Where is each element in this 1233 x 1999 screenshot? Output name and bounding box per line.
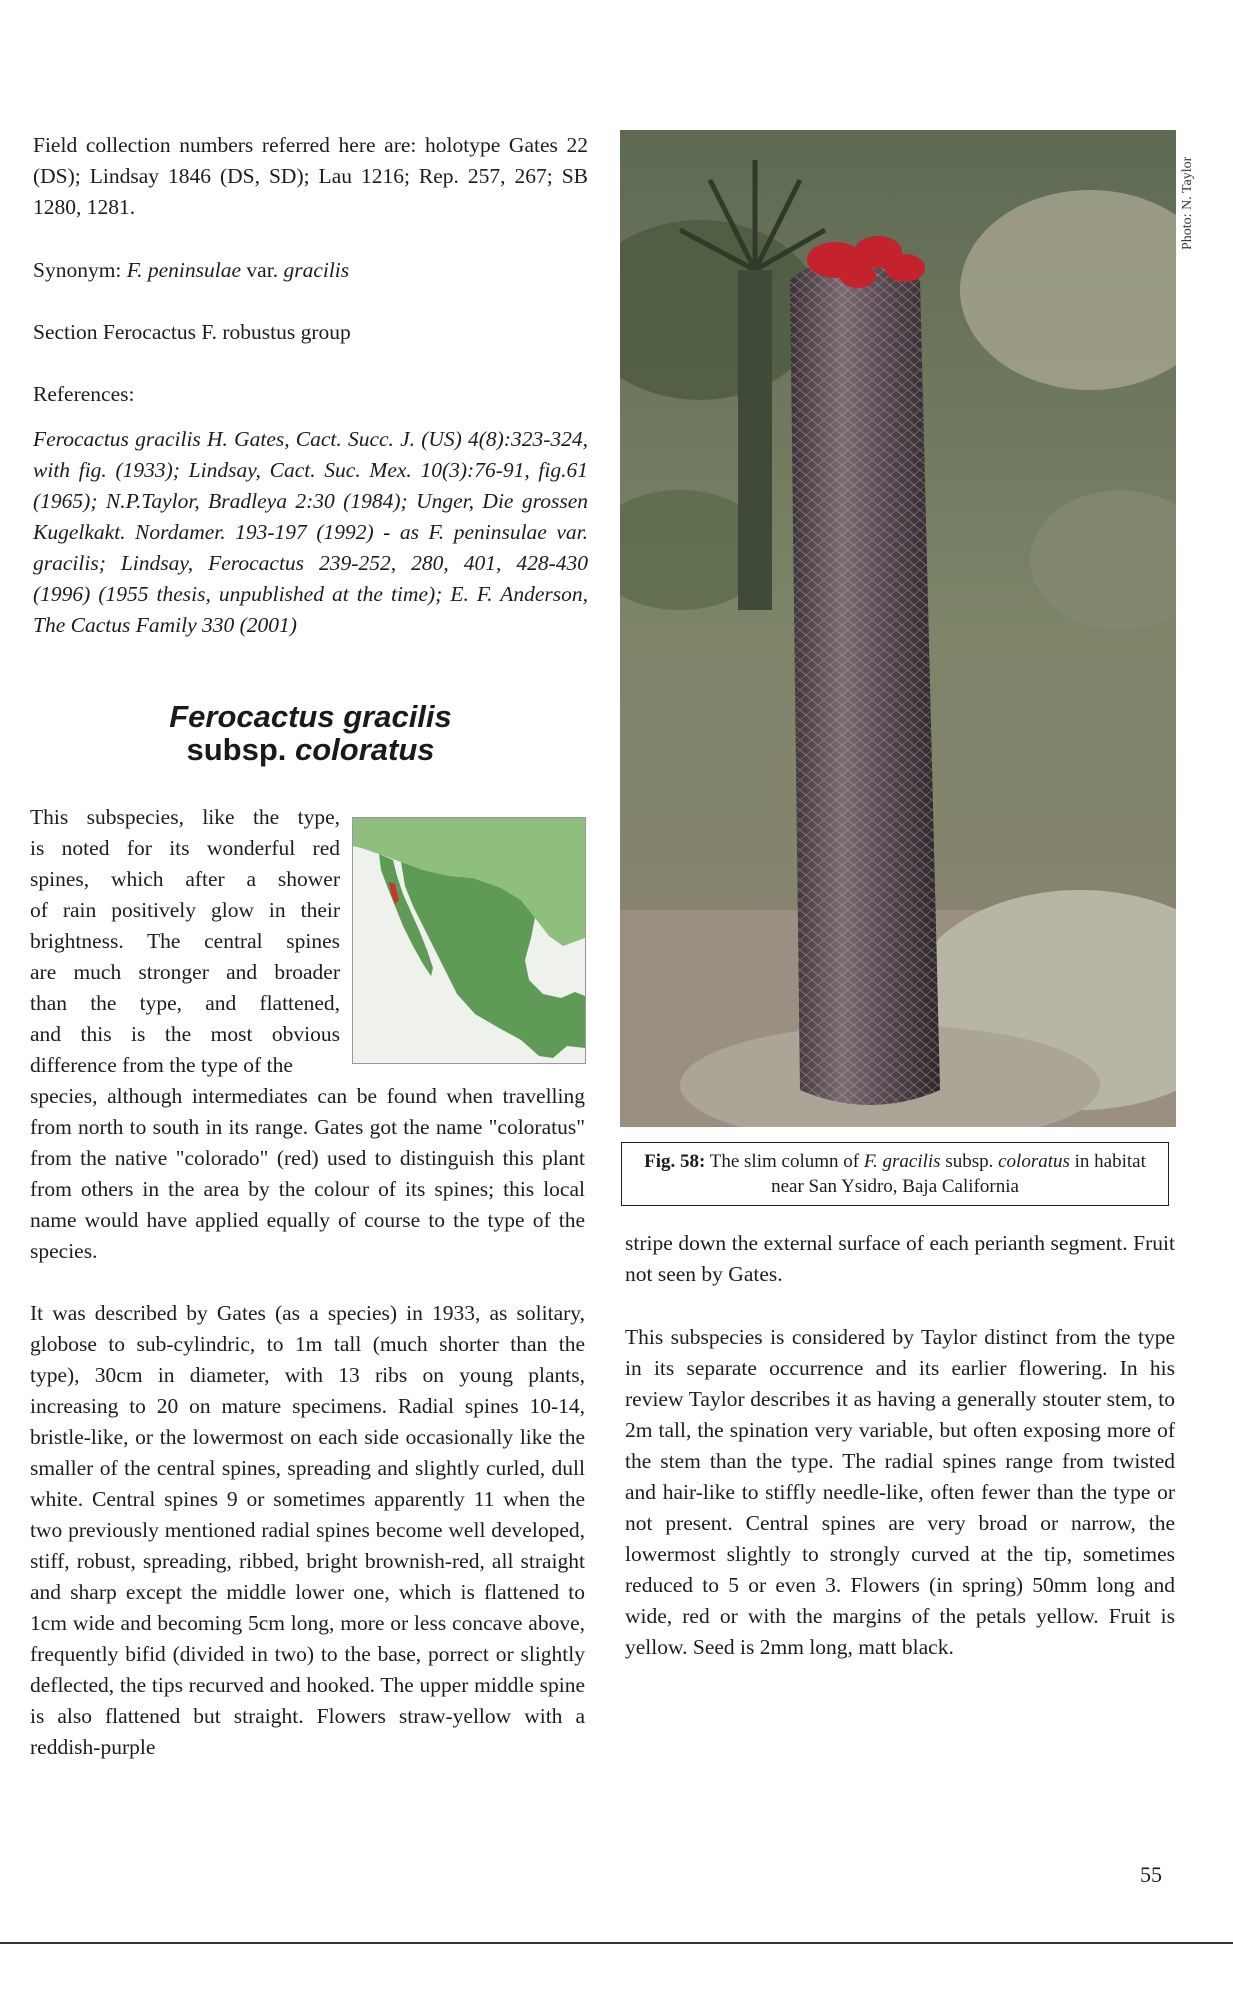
synonym-label: Synonym: [33,258,127,282]
col2-paragraph-1 [625,1228,1175,1290]
caption-species: F. gracilis [863,1151,941,1172]
field-collection-paragraph [33,130,588,223]
section-text: Section Ferocactus F. robustus group [33,320,351,344]
heading-epithet: coloratus [294,732,435,767]
figure-caption [621,1142,1169,1206]
subspecies-heading [33,700,588,766]
col1-line: are much stronger and broader [30,960,340,984]
synonym-name: F. peninsulae [126,258,242,282]
references-label [33,379,588,410]
page-number: 55 [1140,1862,1162,1887]
synonym-var: var. [241,258,284,282]
heading-line-species: Ferocactus gracilis [169,699,452,734]
col2-paragraph-2-text: This subspecies is considered by Taylor distinct from the type in its separate occurrence and its earlier flowering. In his review Taylor describes it as having a generally stouter stem, to 2m tall, the spination very variable, but often exposing more of the stem than the type. The radial spines range from twisted and hair-like to stiffly needle-like, often fewer than the type or not present. Central spines are very broad or narrow, the lowermost slightly to strongly curved at the tip, sometimes reduced to 5 or even 3. Flowers (in spring) 50mm long and wide, red or with the margins of the petals yellow. Fruit is yellow. Seed is 2mm long, matt black. [625,1325,1175,1659]
references-text: Ferocactus gracilis H. Gates, Cact. Succ. J. (US) 4(8):323-324, with fig. (1933); Lindsay, Cact. Suc. Mex. 10(3):76-91, fig.61 (1965); N.P.Taylor, Bradleya 2:30 (1984); Unger, Die grossen Kugelkakt. Nordamer. 193-197 (1992) - as F. peninsulae var. gracilis; Lindsay, Ferocactus 239-252, 280, 401, 428-430 (1996) (1955 thesis, unpublished at the time); E. F. Anderson, The Cactus Family 330 (2001) [33,427,588,637]
col1-line: This subspecies, like the type, [30,805,340,829]
caption-text: in habitat near San Ysidro, Baja California [771,1151,1146,1197]
col2-paragraph-2 [625,1322,1175,1663]
field-collection-text: Field collection numbers referred here are: holotype Gates 22 (DS); Lindsay 1846 (DS, SD); Lau 1216; Rep. 257, 267; SB 1280, 1281. [33,133,588,219]
synonym-epithet: gracilis [283,258,350,282]
caption-text: The slim column of [705,1151,864,1172]
section-line [33,317,588,348]
col1-line: spines, which after a shower [30,867,340,891]
references-label-text: References: [33,382,135,406]
photo-yucca-stem [738,270,772,610]
cactus-photo-graphic [620,130,1176,1127]
caption-text: subsp. [940,1151,999,1172]
caption-label: Fig. 58: [644,1151,706,1172]
col1-line: brightness. The central spines [30,929,340,953]
photo-credit: Photo: N. Taylor [1180,156,1195,250]
col1-line: of rain positively glow in their [30,898,340,922]
caption-epithet: coloratus [998,1151,1070,1172]
synonym-line [33,255,588,286]
col1-line: than the type, and flattened, [30,991,340,1015]
cactus-photo [620,130,1176,1127]
footer-rule [0,1942,1233,1944]
photo-cactus-spines [790,255,940,1105]
col1-line: is noted for its wonderful red [30,836,340,860]
heading-line-subspecies [33,733,588,766]
col2-paragraph-1-text: stripe down the external surface of each perianth segment. Fruit not seen by Gates. [625,1231,1175,1286]
col1-paragraph-1: species, although intermediates can be found when travelling from north to south in its range. Gates got the name "coloratus" from the native "colorado" (red) used to distinguish this plant from others in the area by the colour of its spines; this local name would have applied equally of course to the type of the species. [30,1084,585,1263]
col1-paragraph-2: It was described by Gates (as a species) in 1933, as solitary, globose to sub-cylindric, to 1m tall (much shorter than the type), 30cm in diameter, with 13 ribs on young plants, increasing to 20 on mature specimens. Radial spines 10-14, bristle-like, or the lowermost on each side occasionally like the smaller of the central spines, spreading and slightly curled, dull white. Central spines 9 or sometimes apparently 11 when the two previously mentioned radial spines become well developed, stiff, robust, spreading, ribbed, bright brownish-red, all straight and sharp except the middle lower one, which is flattened to 1cm wide and becoming 5cm long, more or less concave above, frequently bifid (divided in two) to the base, porrect or slightly deflected, the tips recurved and hooked. The upper middle spine is also flattened but straight. Flowers straw-yellow with a reddish-purple [30,1301,585,1759]
col1-line: difference from the type of the [30,1053,293,1077]
column-one-body [30,802,585,1763]
heading-subsp: subsp. [186,732,295,767]
references-paragraph [33,424,588,641]
col1-line: and this is the most obvious [30,1022,340,1046]
